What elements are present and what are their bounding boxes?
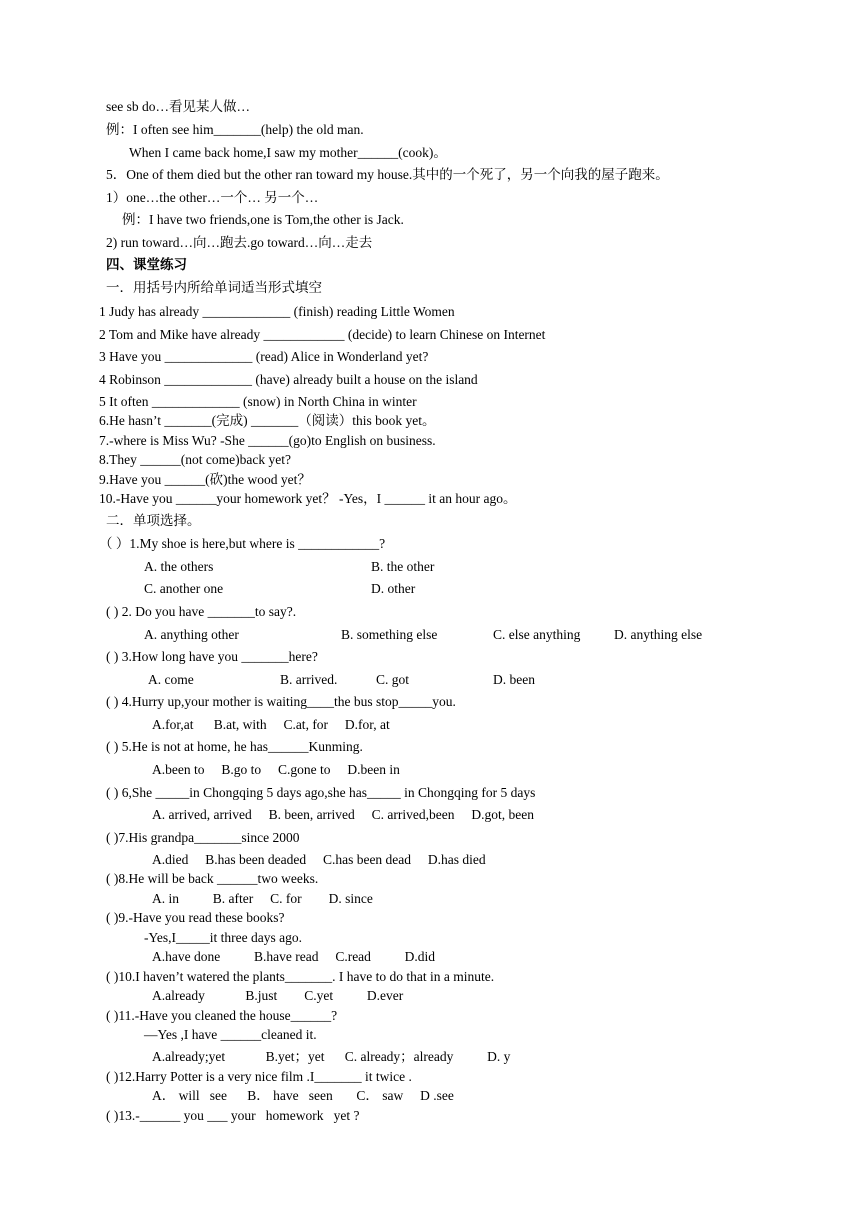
- option: C. got: [376, 672, 410, 687]
- option: B. arrived.: [280, 672, 338, 687]
- options: A． will see B． have seen C． saw D .see: [152, 1088, 454, 1103]
- exercise-item: 4 Robinson _____________ (have) already built a house on the island: [99, 372, 478, 387]
- exercise-item: 1 Judy has already _____________ (finish) reading Little Women: [99, 304, 455, 319]
- question: ( )7.His grandpa_______since 2000: [106, 830, 300, 845]
- text-line: 1）one…the other…一个… 另一个…: [106, 190, 319, 205]
- question: ( )12.Harry Potter is a very nice film .I_______ it twice .: [106, 1069, 412, 1084]
- option: B. something else: [341, 627, 438, 642]
- option: D. other: [371, 581, 416, 596]
- options: A.for,at B.at, with C.at, for D.for, at: [152, 717, 390, 732]
- text-line: 例：I often see him_______(help) the old man.: [106, 122, 364, 137]
- option: B. the other: [371, 559, 435, 574]
- option: C. another one: [144, 581, 224, 596]
- question: ( )9.-Have you read these books?: [106, 910, 285, 925]
- exercise-item: 2 Tom and Mike have already ____________ (decide) to learn Chinese on Internet: [99, 327, 546, 342]
- question: （ ）1.My shoe is here,but where is ____________?: [99, 536, 386, 551]
- question: ( ) 3.How long have you _______here?: [106, 649, 318, 664]
- question: ( )11.-Have you cleaned the house______?: [106, 1008, 338, 1023]
- question: ( ) 5.He is not at home, he has______Kunming.: [106, 739, 363, 754]
- question-line: —Yes ,I have ______cleaned it.: [144, 1027, 317, 1042]
- option: A. come: [148, 672, 194, 687]
- question: ( ) 4.Hurry up,your mother is waiting____the bus stop_____you.: [106, 694, 456, 709]
- exercise-item: 3 Have you _____________ (read) Alice in Wonderland yet?: [99, 349, 429, 364]
- text-line: 2) run toward…向…跑去.go toward…向…走去: [106, 235, 373, 250]
- option: A. the others: [144, 559, 214, 574]
- question: ( )8.He will be back ______two weeks.: [106, 871, 319, 886]
- option: D. been: [493, 672, 535, 687]
- options: A. arrived, arrived B. been, arrived C. arrived,been D.got, been: [152, 807, 534, 822]
- options: A.already;yet B.yet；yet C. already；already D. y: [152, 1049, 511, 1064]
- exercise-item: 5 It often _____________ (snow) in North China in winter: [99, 394, 417, 409]
- text-line: 例：I have two friends,one is Tom,the other is Jack.: [122, 212, 404, 227]
- text-line: see sb do…看见某人做…: [106, 99, 250, 114]
- question: ( )13.-______ you ___ your homework yet ?: [106, 1108, 360, 1123]
- part-heading: 二．单项选择。: [106, 513, 201, 528]
- question-line: -Yes,I_____it three days ago.: [144, 930, 302, 945]
- exercise-item: 8.They ______(not come)back yet?: [99, 452, 291, 467]
- options: A.already B.just C.yet D.ever: [152, 988, 404, 1003]
- options: A.have done B.have read C.read D.did: [152, 949, 436, 964]
- section-heading: 四、课堂练习: [106, 257, 187, 272]
- exercise-item: 9.Have you ______(砍)the wood yet？: [99, 472, 311, 487]
- exercise-item: 7.-where is Miss Wu? -She ______(go)to English on business.: [99, 433, 436, 448]
- exercise-item: 6.He hasn’t _______(完成) _______（阅读）this book yet。: [99, 413, 436, 428]
- question: ( ) 6,She _____in Chongqing 5 days ago,she has_____ in Chongqing for 5 days: [106, 785, 536, 800]
- exercise-item: 10.-Have you ______your homework yet？ -Yes，I ______ it an hour ago。: [99, 491, 517, 506]
- option: C. else anything: [493, 627, 581, 642]
- options: A.been to B.go to C.gone to D.been in: [152, 762, 400, 777]
- part-heading: 一．用括号内所给单词适当形式填空: [106, 280, 322, 295]
- question: ( )10.I haven’t watered the plants_______. I have to do that in a minute.: [106, 969, 495, 984]
- option: D. anything else: [614, 627, 703, 642]
- options: A.died B.has been deaded C.has been dead D.has died: [152, 852, 486, 867]
- text-line: 5．One of them died but the other ran toward my house.其中的一个死了，另一个向我的屋子跑来。: [106, 167, 669, 182]
- question: ( ) 2. Do you have _______to say?.: [106, 604, 297, 619]
- options: A. in B. after C. for D. since: [152, 891, 373, 906]
- text-line: When I came back home,I saw my mother______(cook)。: [129, 145, 447, 160]
- option: A. anything other: [144, 627, 239, 642]
